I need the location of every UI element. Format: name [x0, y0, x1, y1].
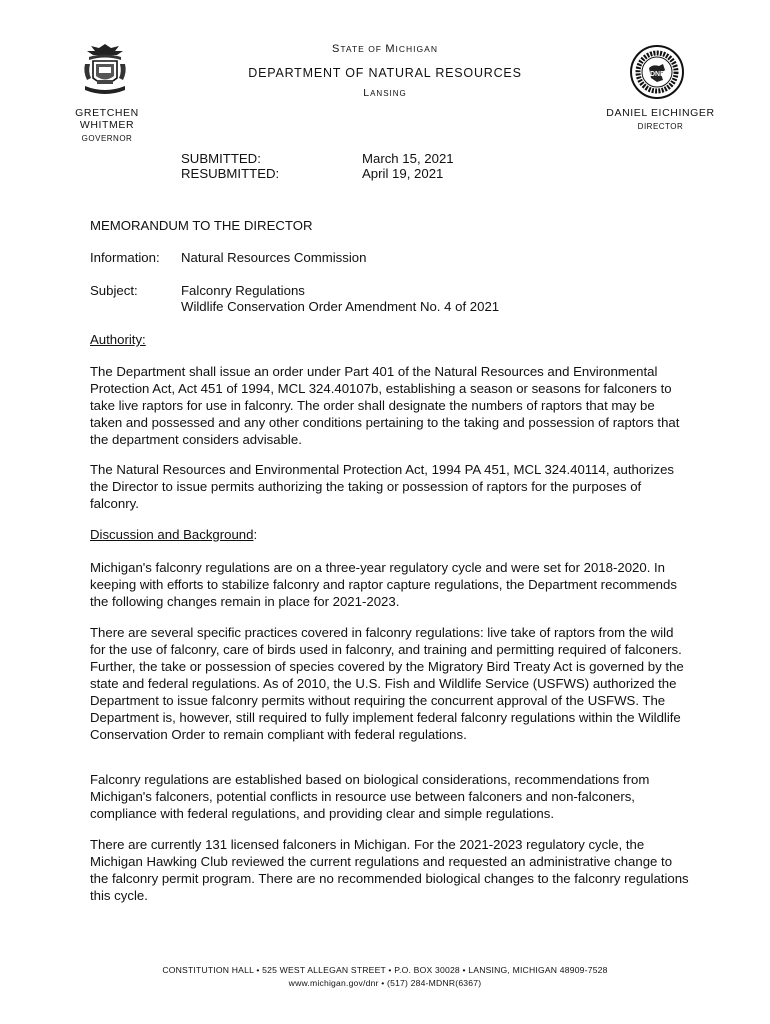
director-name: DANIEL EICHINGER — [606, 107, 715, 119]
authority-paragraph-2: The Natural Resources and Environmental Protection Act, 1994 PA 451, MCL 324.40114, authorizes the Director to issue permits authorizing the taking or possession of raptors for the purposes of falconry. — [90, 462, 675, 511]
director-title: DIRECTOR — [637, 122, 684, 131]
discussion-paragraph-3: Falconry regulations are established based on biological considerations, recommendations from Michigan's falconers, potential conflicts in resource use between falconers and non-falconers, compliance with federal regulations, and providing clear and simple regulations. — [90, 772, 650, 821]
subject-line-1: Falconry Regulations — [181, 283, 305, 298]
governor-name: GRETCHEN WHITMER — [75, 107, 139, 131]
discussion-heading: Discussion and Background: — [90, 527, 258, 542]
footer-contact: www.michigan.gov/dnr • (517) 284-MDNR(6367) — [288, 978, 482, 988]
authority-heading: Authority: — [90, 332, 146, 347]
letterhead-state: STATE OF MICHIGAN — [332, 43, 438, 55]
information-label: Information: — [90, 250, 160, 265]
svg-text:DNR: DNR — [650, 71, 666, 78]
memo-title: MEMORANDUM TO THE DIRECTOR — [90, 218, 313, 233]
governor-block — [47, 107, 167, 143]
letterhead-department: DEPARTMENT OF NATURAL RESOURCES — [248, 66, 522, 80]
subject-line-2: Wildlife Conservation Order Amendment No. 4 of 2021 — [181, 299, 500, 314]
governor-title: GOVERNOR — [81, 134, 133, 143]
discussion-paragraph-2: There are several specific practices covered in falconry regulations: live take of raptors from the wild for the use of falconry, care of birds used in falconry, and training and permitting required of falconers. Further, the take or possession of species covered by the Migratory Bird Treaty Act is governed by the state and federal regulations. As of 2010, the U.S. Fish and Wildlife Service (USFWS) authorized the Department to issue falconry permits without requiring the concurrent approval of the USFWS. The Department is, however, still required to fully implement federal falconry regulations within the Wildlife Conservation Order to remain compliant with federal regulations. — [90, 625, 684, 742]
subject-label: Subject: — [90, 283, 138, 298]
footer-address: CONSTITUTION HALL • 525 WEST ALLEGAN STREET • P.O. BOX 30028 • LANSING, MICHIGAN 48909-7528 — [162, 965, 608, 975]
information-value: Natural Resources Commission — [181, 250, 367, 265]
discussion-paragraph-1: Michigan's falconry regulations are on a three-year regulatory cycle and were set for 2018-2020. In keeping with efforts to stabilize falconry and raptor capture regulations, the Department recommends the following changes remain in place for 2021-2023. — [90, 560, 677, 609]
discussion-paragraph-4: There are currently 131 licensed falconers in Michigan. For the 2021-2023 regulatory cycle, the Michigan Hawking Club reviewed the current regulations and requested an administrative change to the falconry permit program. There are no recommended biological changes to the falconry regulations this cycle. — [90, 837, 689, 903]
director-block — [603, 107, 718, 131]
authority-paragraph-1: The Department shall issue an order under Part 401 of the Natural Resources and Environmental Protection Act, Act 451 of 1994, MCL 324.40107b, establishing a season or seasons for falconers to take live raptors for use in falconry. The order shall designate the numbers of raptors that may be taken and possessed and any other conditions pertaining to the taking and possession of raptors that the department considers advisable. — [90, 364, 680, 447]
resubmitted-date: April 19, 2021 — [362, 166, 444, 181]
submitted-label: SUBMITTED: — [181, 151, 261, 166]
letterhead-city: LANSING — [363, 87, 407, 99]
submitted-date: March 15, 2021 — [362, 151, 454, 166]
resubmitted-label: RESUBMITTED: — [181, 166, 280, 181]
